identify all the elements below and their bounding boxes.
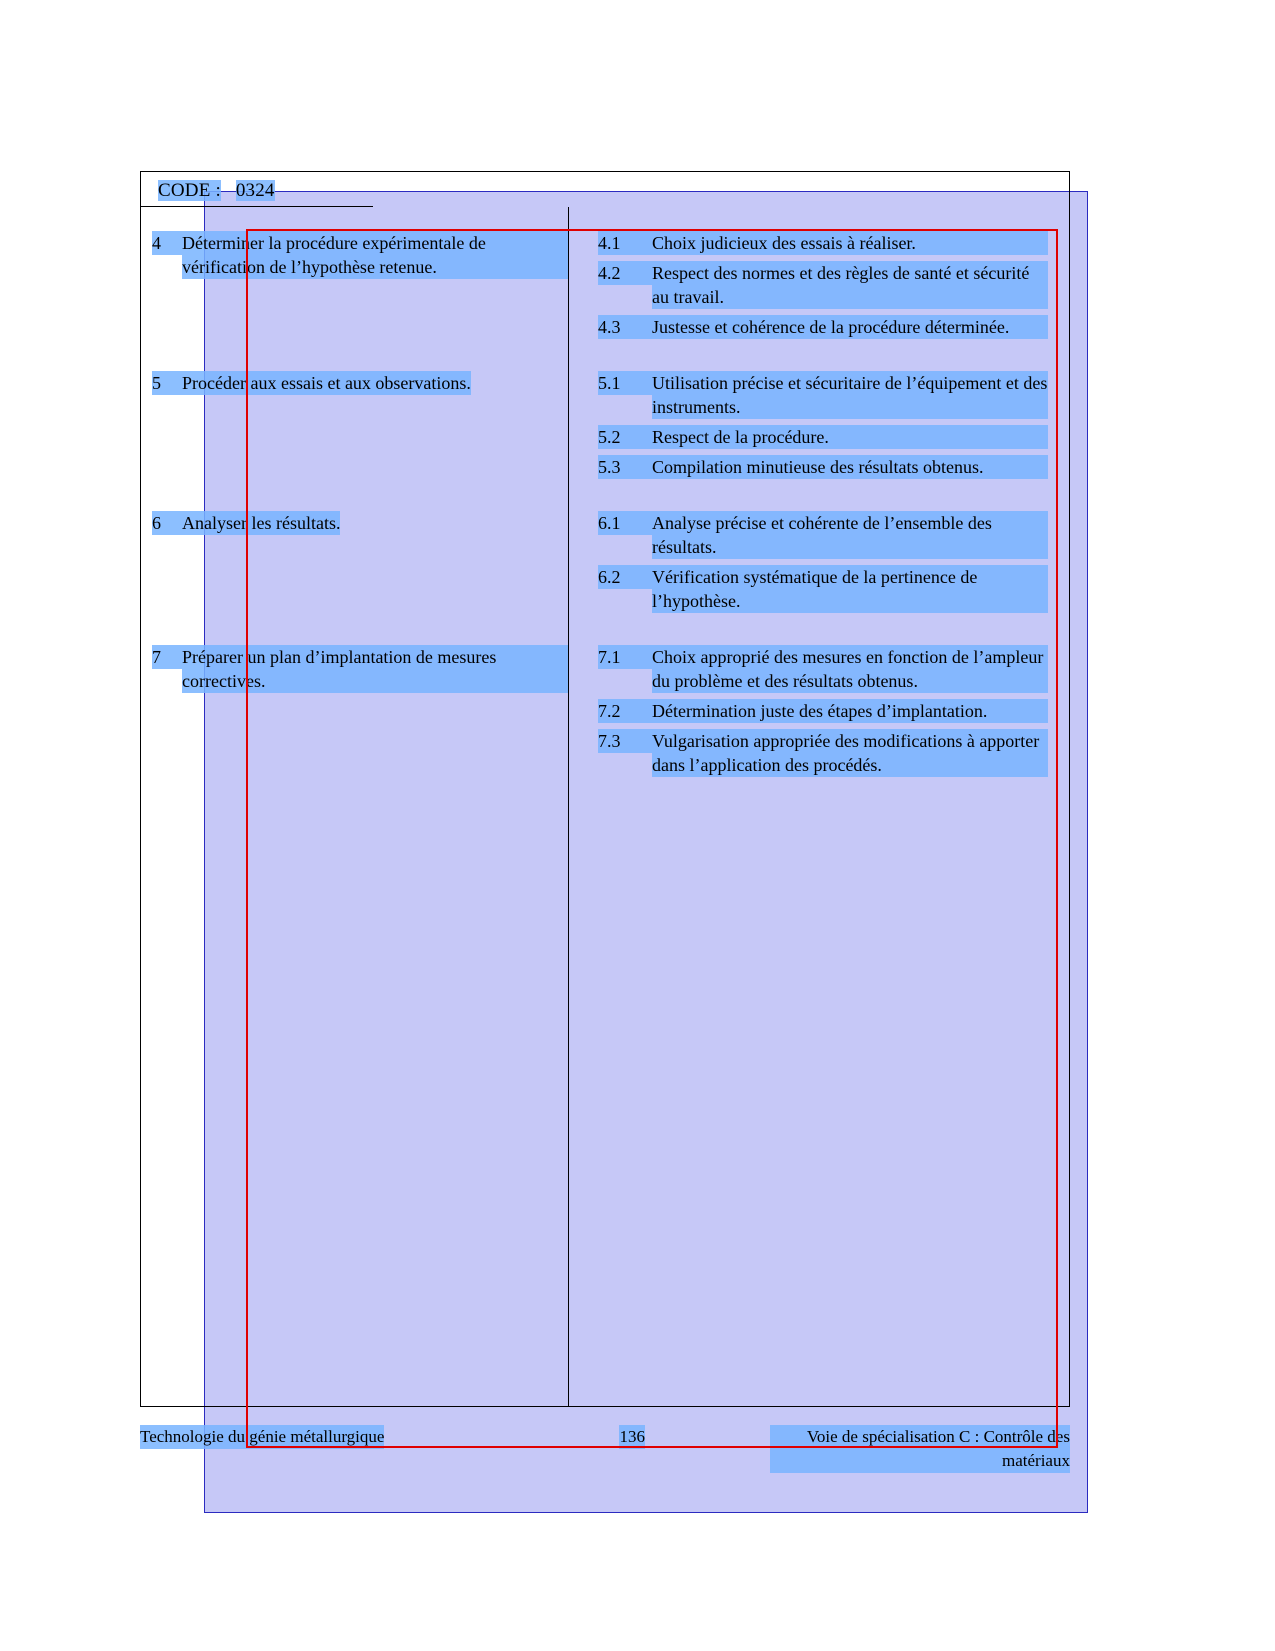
criterion-number: 6.2 — [598, 565, 652, 589]
competency-cell — [152, 511, 568, 535]
competency-cell — [152, 645, 568, 693]
table-row — [152, 511, 1058, 619]
criterion-text: Analyse précise et cohérente de l’ensemble des résultats. — [652, 511, 1048, 559]
criterion-item — [598, 455, 1048, 479]
competency-number: 4 — [152, 231, 182, 255]
criterion-number: 4.3 — [598, 315, 652, 339]
criterion-text: Utilisation précise et sécuritaire de l’équipement et des instruments. — [652, 373, 1048, 417]
competency-number: 5 — [152, 371, 182, 395]
criterion-item — [598, 231, 1048, 255]
criterion-text: Détermination juste des étapes d’implantation. — [652, 699, 1048, 723]
criterion-text: Respect des normes et des règles de santé et sécurité au travail. — [652, 261, 1048, 309]
competency-title: Procéder aux essais et aux observations. — [182, 373, 471, 393]
criterion-item — [598, 729, 1048, 777]
criterion-item — [598, 371, 1048, 419]
criterion-item — [598, 315, 1048, 339]
code-underline-rule — [140, 206, 373, 207]
competency-cell — [152, 371, 568, 395]
code-label: CODE : — [158, 180, 221, 201]
criterion-text: Vulgarisation appropriée des modifications à apporter dans l’application des procédés. — [652, 729, 1048, 777]
criterion-item — [598, 261, 1048, 309]
criterion-text: Choix approprié des mesures en fonction de l’ampleur du problème et des résultats obtenus. — [652, 645, 1048, 693]
criterion-item — [598, 645, 1048, 693]
footer-page-number: 136 — [619, 1425, 645, 1449]
criterion-text: Choix judicieux des essais à réaliser. — [652, 231, 1048, 255]
competency-title: Déterminer la procédure expérimentale de vérification de l’hypothèse retenue. — [182, 231, 568, 279]
competency-number: 7 — [152, 645, 182, 669]
criterion-text: Respect de la procédure. — [652, 425, 1048, 449]
criterion-number: 7.1 — [598, 645, 652, 669]
criterion-number: 5.1 — [598, 371, 652, 395]
criteria-cell — [568, 511, 1048, 619]
competency-title: Préparer un plan d’implantation de mesures correctives. — [182, 645, 568, 693]
competency-title: Analyser les résultats. — [182, 513, 341, 533]
criterion-number: 7.3 — [598, 729, 652, 753]
criterion-number: 5.2 — [598, 425, 652, 449]
code-value: 0324 — [235, 180, 275, 201]
criterion-number: 4.1 — [598, 231, 652, 255]
criterion-number: 5.3 — [598, 455, 652, 479]
competency-cell — [152, 231, 568, 279]
table-row — [152, 231, 1058, 345]
footer-specialization: Voie de spécialisation C : Contrôle des matériaux — [770, 1425, 1070, 1473]
criterion-number: 4.2 — [598, 261, 652, 285]
criterion-number: 7.2 — [598, 699, 652, 723]
criterion-item — [598, 511, 1048, 559]
competency-number: 6 — [152, 511, 182, 535]
criterion-item — [598, 425, 1048, 449]
criterion-number: 6.1 — [598, 511, 652, 535]
criteria-cell — [568, 371, 1048, 485]
criteria-cell — [568, 231, 1048, 345]
criteria-cell — [568, 645, 1048, 783]
table-row — [152, 645, 1058, 783]
table-row — [152, 371, 1058, 485]
criterion-text: Justesse et cohérence de la procédure déterminée. — [652, 315, 1048, 339]
code-header — [158, 180, 275, 202]
criterion-text: Vérification systématique de la pertinence de l’hypothèse. — [652, 565, 1048, 613]
criterion-item — [598, 699, 1048, 723]
page-footer — [140, 1425, 1070, 1473]
criterion-text: Compilation minutieuse des résultats obtenus. — [652, 455, 1048, 479]
footer-program: Technologie du génie métallurgique — [140, 1425, 384, 1449]
criterion-item — [598, 565, 1048, 613]
competency-table — [152, 231, 1058, 809]
